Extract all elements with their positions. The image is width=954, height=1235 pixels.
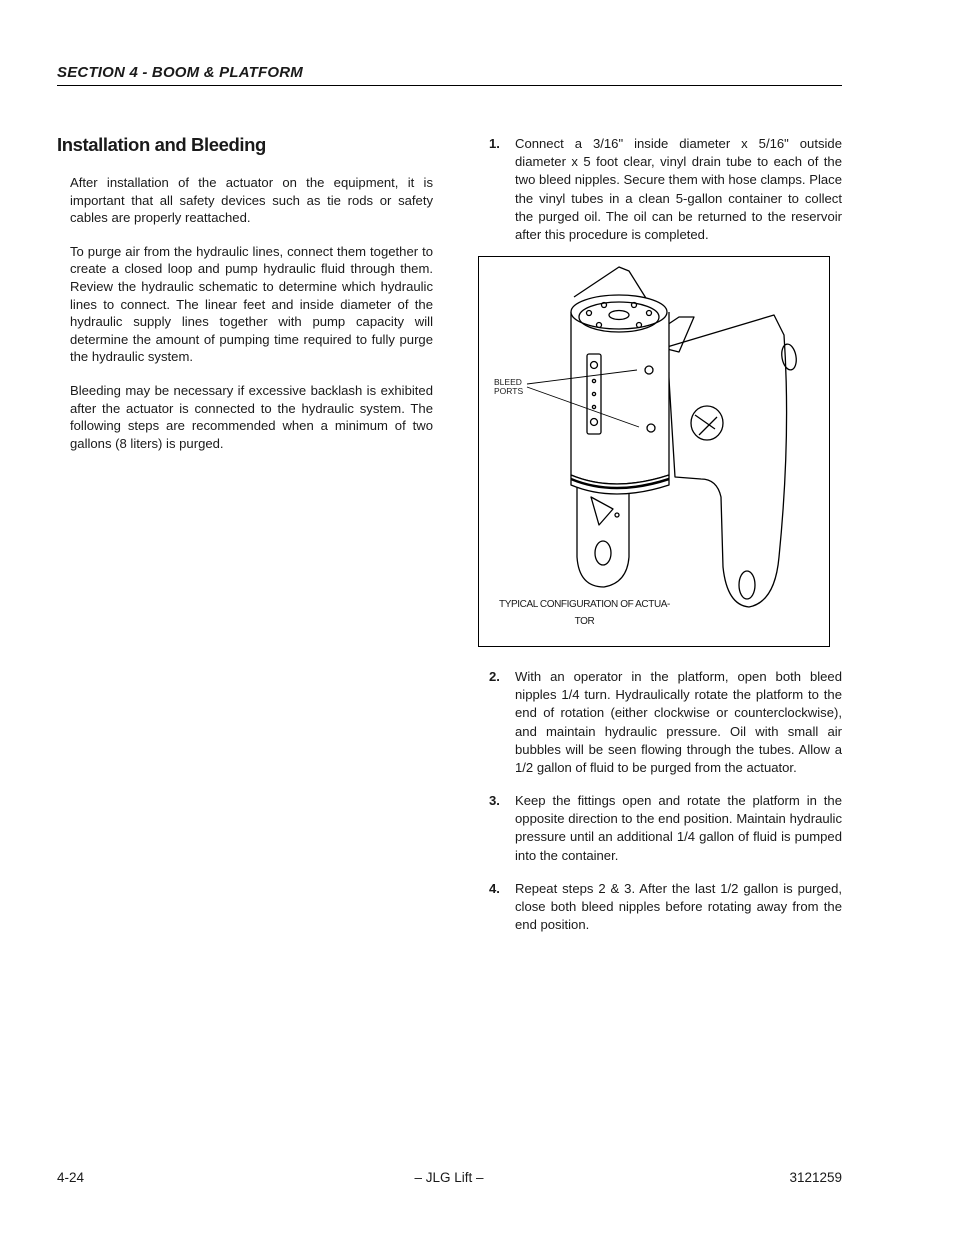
step-number: 1. [489,136,500,151]
section-title: SECTION 4 - BOOM & PLATFORM [57,64,303,81]
step-text: Repeat steps 2 & 3. After the last 1/2 gallon is purged, close both bleed nipples before rotating away from the end position. [515,881,842,933]
step-number: 4. [489,881,500,896]
actuator-illustration [479,257,829,646]
actuator-figure [478,256,830,647]
paragraph: To purge air from the hydraulic lines, connect them together to create a closed loop and pump hydraulic fluid through them. Review the hydraulic schematic to determine which hydraulic lines to connect. The linear feet and inside diameter of the hydraulic supply lines together with pump capacity will determine the amount of pumping time required to fully purge the hydraulic system. [70,243,433,365]
step-text: With an operator in the platform, open both bleed nipples 1/4 turn. Hydraulically rotate the platform to the end of rotation (either clockwise or counterclockwise), and maintain hydraulic pressure. Oil with small air bubbles will be seen flowing through the tubes. Allow a 1/2 gallon of fluid to be purged from the actuator. [515,669,842,776]
step-1 [489,135,842,244]
figure-caption: TYPICAL CONFIGURATION OF ACTUA- TOR [499,599,670,627]
bleed-ports-label: BLEED PORTS [494,377,524,396]
page-header [57,64,842,86]
step-number: 2. [489,669,500,684]
left-column [57,134,433,468]
paragraph: After installation of the actuator on the equipment, it is important that all safety devices such as tie rods or safety cables are properly reattached. [70,175,433,226]
section-heading: Installation and Bleeding [57,134,266,155]
step-text: Keep the fittings open and rotate the platform in the opposite direction to the end position. Maintain hydraulic pressure until an additional 1/4 gallon of fluid is pumped into the container. [515,793,842,863]
step-3 [489,792,842,865]
step-number: 3. [489,793,500,808]
step-text: Connect a 3/16" inside diameter x 5/16" outside diameter x 5 foot clear, vinyl drain tube to each of the two bleed nipples. Secure them with hose clamps. Place the vinyl tubes in a clean 5-gallon container to collect the purged oil. The oil can be returned to the reservoir after this procedure is completed. [515,136,842,243]
step-4 [489,880,842,935]
document-number: 3121259 [789,1170,842,1185]
footer-brand: – JLG Lift – [414,1170,484,1185]
page-number: 4-24 [57,1170,85,1185]
step-2 [489,668,842,777]
paragraph: Bleeding may be necessary if excessive backlash is exhibited after the actuator is connected to the hydraulic system. The following steps are recommended when a minimum of two gallons (8 liters) is purged. [70,382,433,451]
